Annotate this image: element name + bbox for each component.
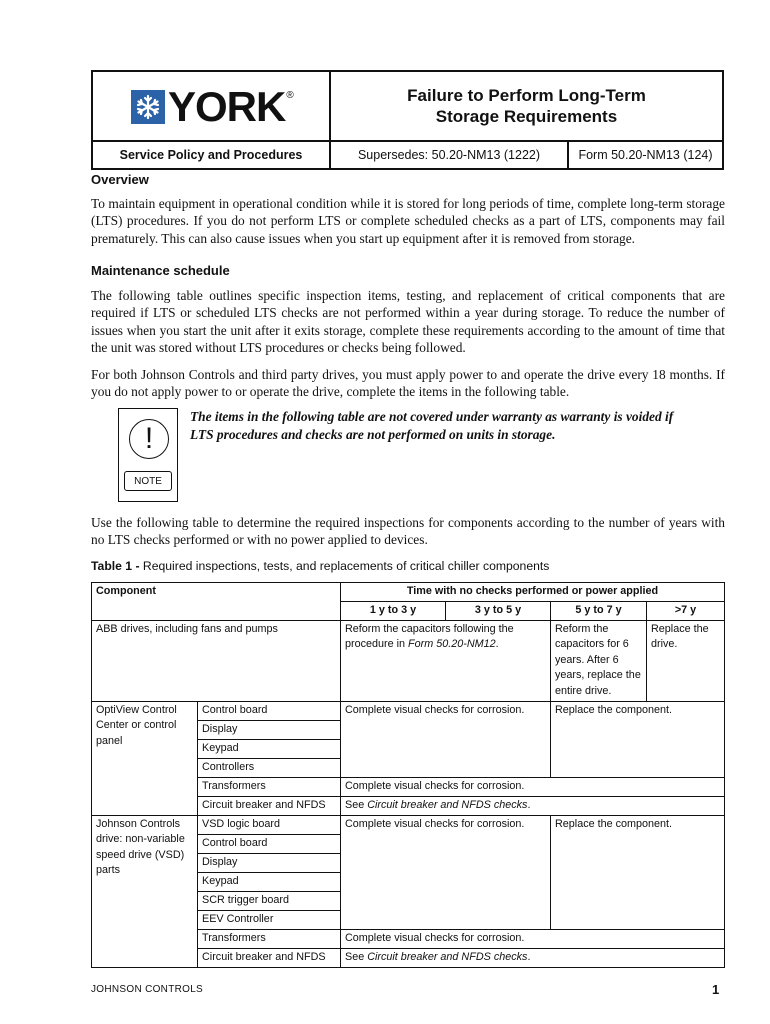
overview-paragraph: To maintain equipment in operational condition while it is stored for long periods of time, complete long-term storage (LTS) procedures. If you do not perform LTS or complete scheduled checks as a part of LTS, components may fail prematurely. This can also cause issues when you start up equipment after it is removed from storage. (91, 196, 725, 246)
registered-mark: ® (286, 90, 294, 101)
header-period-2: 3 y to 5 y (446, 602, 551, 621)
breaker-post: . (527, 950, 531, 963)
optiview-part: Controllers (198, 758, 341, 777)
note-icon-box (118, 408, 178, 502)
jci-drive-replace: Replace the component. (551, 815, 725, 929)
jci-drive-transformers-action: Complete visual checks for corrosion. (341, 929, 725, 948)
logo-wordmark: YORK (168, 83, 286, 130)
optiview-part: Display (198, 720, 341, 739)
jci-drive-part: Control board (198, 834, 341, 853)
header-component: Component (92, 583, 341, 621)
abb-five-seven: Reform the capacitors for 6 years. After 6 years, replace the entire drive. (551, 620, 647, 701)
jci-drive-part: Keypad (198, 872, 341, 891)
header-period-4: >7 y (647, 602, 725, 621)
table-row (92, 701, 725, 720)
header-time: Time with no checks performed or power applied (341, 583, 725, 602)
header-period-3: 5 y to 7 y (551, 602, 647, 621)
footer-company: JOHNSON CONTROLS (91, 984, 204, 995)
exclamation-icon: ! (129, 419, 169, 459)
jci-drive-part: VSD logic board (198, 815, 341, 834)
jci-drive-part: Transformers (198, 929, 341, 948)
breaker-ref: Circuit breaker and NFDS checks (367, 798, 528, 811)
supersedes-cell: Supersedes: 50.20-NM13 (1222) (331, 142, 569, 168)
abb-reform-pre: Reform the capacitors following the procedure in (345, 622, 514, 650)
table-caption (91, 559, 549, 573)
optiview-part: Transformers (198, 777, 341, 796)
maintenance-paragraph-3: Use the following table to determine the required inspections for components according to the number of years with no LTS checks performed or with no power applied to devices. (91, 515, 725, 548)
optiview-group: OptiView Control Center or control panel (92, 701, 198, 815)
abb-reform-post: . (495, 638, 499, 650)
note-text: The items in the following table are not covered under warranty as warranty is voided if LTS procedures and checks are not performed on units in storage. (190, 409, 674, 442)
table-caption-text: Required inspections, tests, and replacements of critical chiller components (142, 559, 550, 573)
jci-drive-group: Johnson Controls drive: non-variable speed drive (VSD) parts (92, 815, 198, 967)
jci-drive-part: EEV Controller (198, 910, 341, 929)
jci-drive-part: SCR trigger board (198, 891, 341, 910)
optiview-transformers-action: Complete visual checks for corrosion. (341, 777, 725, 796)
york-logo (131, 83, 294, 130)
optiview-part: Control board (198, 701, 341, 720)
document-header (91, 70, 724, 170)
abb-component: ABB drives, including fans and pumps (92, 620, 341, 701)
logo-cell (93, 72, 331, 142)
table-row (92, 815, 725, 834)
snowflake-icon (131, 90, 165, 124)
abb-reform (341, 620, 551, 701)
breaker-post: . (527, 798, 531, 811)
note-label: NOTE (124, 471, 172, 491)
optiview-replace: Replace the component. (551, 701, 725, 777)
maintenance-heading: Maintenance schedule (91, 263, 230, 278)
optiview-part: Keypad (198, 739, 341, 758)
jci-drive-visual: Complete visual checks for corrosion. (341, 815, 551, 929)
title-cell (331, 72, 722, 142)
jci-drive-part: Display (198, 853, 341, 872)
optiview-breaker-action (341, 796, 725, 815)
requirements-table (91, 582, 725, 968)
category-cell: Service Policy and Procedures (93, 142, 331, 168)
breaker-ref: Circuit breaker and NFDS checks (367, 950, 528, 963)
header-period-1: 1 y to 3 y (341, 602, 446, 621)
table-caption-label: Table 1 - (91, 559, 143, 573)
optiview-part: Circuit breaker and NFDS (198, 796, 341, 815)
maintenance-paragraph-2: For both Johnson Controls and third party drives, you must apply power to and operate the drive every 18 months. If you do not apply power to or operate the drive, complete the items in the following table. (91, 367, 725, 400)
optiview-visual: Complete visual checks for corrosion. (341, 701, 551, 777)
breaker-pre: See (345, 950, 368, 963)
abb-reform-form: Form 50.20-NM12 (408, 638, 496, 650)
abb-over-seven: Replace the drive. (647, 620, 725, 701)
page-number: 1 (712, 982, 720, 997)
document-title: Failure to Perform Long-Term Storage Requirements (407, 86, 646, 126)
table-row (92, 620, 725, 701)
overview-heading: Overview (91, 172, 149, 187)
breaker-pre: See (345, 798, 368, 811)
maintenance-paragraph-1: The following table outlines specific inspection items, testing, and replacement of critical components that are required if LTS or scheduled LTS checks are not performed within a year during storage. To reduce the number of issues when you start the unit after it exits storage, complete these requirements according to the amount of time that the unit was stored without LTS procedures or checks being followed. (91, 288, 725, 355)
form-number-cell: Form 50.20-NM13 (124) (578, 148, 713, 162)
jci-drive-part: Circuit breaker and NFDS (198, 948, 341, 967)
jci-drive-breaker-action (341, 948, 725, 967)
